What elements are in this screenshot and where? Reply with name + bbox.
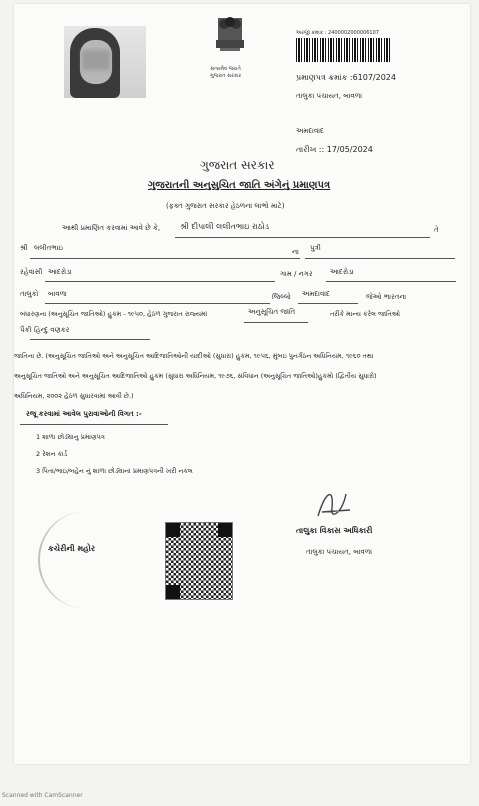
barcode	[296, 38, 390, 62]
qr-code	[165, 522, 233, 600]
office-seal-label: કચેરીની મહોર	[48, 544, 95, 553]
order-tail: તરીકે માન્ય કરેલ જાતિઓ	[330, 310, 401, 318]
district-value: અમદાવાદ	[302, 290, 330, 298]
te-label: તે	[434, 226, 439, 234]
shri-label: શ્રી	[20, 244, 28, 252]
certify-line: આથી પ્રમાણિત કરવામાં આવે છે કે,	[62, 224, 161, 232]
scanner-watermark: Scanned with CamScanner	[2, 792, 83, 799]
resident-value: આદરોડા	[48, 268, 72, 276]
taluka-label: તાલુકો	[20, 290, 39, 298]
officer-office: તાલુકા પંચાયત, બાવળા	[306, 548, 373, 556]
father-name: લલીતભાઇ	[34, 244, 64, 252]
paragraph-line-1: જાતિના છે. (અનુસૂચિત જાતિઓ અને અનુસૂચિત આદિજાતિઓની યાદીઓ (સુધારા) હુકમ, ૧૯૫૬, મુંબઇ પુનર્ગઠન અધિનિયમ, ૧૯૬૦ તથા	[14, 352, 374, 360]
applicant-photo	[64, 26, 146, 98]
certificate-number: પ્રમાણપત્ર ક્રમાંક :6107/2024	[296, 73, 396, 82]
signature-icon	[312, 484, 356, 524]
certificate-subtitle: (ફક્ત ગુજરાત સરકાર હેઠળના લાભો માટે)	[166, 202, 285, 210]
emblem-caption: સત્યમેવ જયતે ગુજરાત સરકાર	[210, 66, 242, 79]
issuing-office: તાલુકા પંચાયત, બાવળા	[296, 92, 363, 100]
officer-title: તાલુકા વિકાસ અધિકારી	[296, 526, 373, 535]
caste-label: પૈકી	[20, 326, 32, 334]
na-label: ના	[292, 248, 299, 256]
office-seal	[38, 512, 130, 608]
order-line: બંધારણના (અનુસૂચિત જાતિઓ) હુકમ - ૧૯૫૦, હેઠળ ગુજરાત રાજ્યમાં	[20, 310, 208, 318]
paragraph-line-2: અનુસૂચિત જાતિઓ અને અનુસૂચિત આદિજાતિઓ હુકમ (સુધારા અધિનિયમ, ૧૯૭૬, સંવિધાન (અનુસૂચિત જાતિઓ)હુકમો (દ્વિતીય સુધારો)	[14, 372, 377, 380]
caste-value: હિન્દુ વણકર	[34, 326, 70, 334]
paragraph-line-3: અધિનિયમ, ૨૦૦૨ હેઠળ સુધારવામાં આવી છે.)	[14, 392, 134, 400]
certificate-title: ગુજરાતની અનુસુચિત જાતિ અંગેનું પ્રમાણપત્ર	[148, 180, 331, 191]
issue-date: તારીખ :: 17/05/2024	[296, 145, 373, 154]
document-item: 1 શાળા છોડ્યાનુ પ્રમાણપત્ર	[36, 433, 105, 441]
national-emblem-icon	[208, 14, 252, 64]
city: અમદાવાદ	[296, 127, 324, 135]
document-item: 3 પિતા/ભાઇ/બહેન નું શાળા છોડ્યાનાં પ્રમાણપત્રની ખરી નકલ	[36, 467, 193, 475]
village-value: આદરોડા	[330, 268, 354, 276]
scheduled-caste: અનુસૂચિત જાતિ	[248, 308, 296, 316]
applicant-name: શ્રી દીપાલી લલીતભાઇ રાઠોડ	[180, 222, 270, 231]
taluka-value: બાવળા	[48, 290, 67, 298]
documents-heading: રજૂ કરવામાં આવેલ પુરાવાઓની વિગત :-	[26, 410, 142, 418]
district-label: જિલ્લો	[272, 293, 291, 301]
district-tail: જેઓ ભારતના	[366, 293, 407, 301]
resident-label: રહેવાસી	[20, 268, 43, 276]
application-number: અરજી ક્રમાંક : 2400002000006107	[296, 30, 379, 36]
village-label: ગામ / નગર	[280, 270, 313, 278]
relation: પુત્રી	[310, 244, 321, 252]
certificate-sheet	[14, 4, 470, 764]
government-title: ગુજરાત સરકાર	[200, 158, 275, 172]
document-item: 2 રેશન કાર્ડ	[36, 450, 68, 458]
